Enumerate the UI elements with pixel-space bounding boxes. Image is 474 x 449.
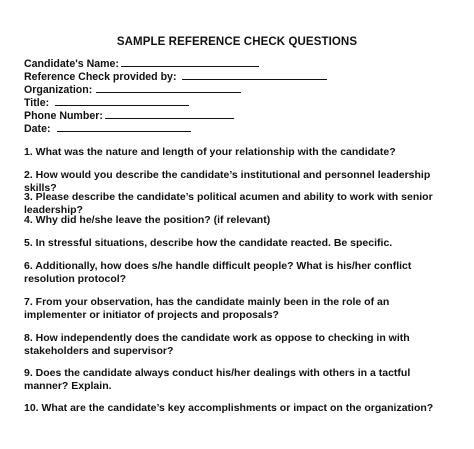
candidate-name-blank[interactable] — [121, 57, 259, 67]
organization-blank[interactable] — [96, 83, 241, 93]
field-label: Title: — [24, 97, 50, 109]
question-2: 2. How would you describe the candidate’s institutional and personnel leadership skills? — [24, 169, 431, 194]
question-10: 10. What are the candidate’s key accomplishments or impact on the organization? — [24, 402, 434, 414]
field-label: Organization: — [24, 84, 93, 96]
candidate-name-field — [24, 57, 259, 70]
question-5: 5. In stressful situations, describe how the candidate reacted. Be specific. — [24, 237, 393, 249]
phone-number-blank[interactable] — [105, 109, 234, 119]
question-9: 9. Does the candidate always conduct his/her dealings with others in a tactful manner? Explain. — [24, 367, 411, 392]
title-blank[interactable] — [55, 96, 189, 106]
question-3: 3. Please describe the candidate’s political acumen and ability to work with senior leadership? — [24, 191, 433, 216]
question-8: 8. How independently does the candidate work as oppose to checking in with stakeholders and supervisor? — [24, 332, 410, 357]
field-label: Phone Number: — [24, 110, 103, 122]
field-label: Date: — [24, 123, 51, 135]
question-7: 7. From your observation, has the candidate mainly been in the role of an implementer or initiator of projects and proposals? — [24, 296, 390, 321]
question-4: 4. Why did he/she leave the position? (if relevant) — [24, 214, 271, 226]
question-6: 6. Additionally, how does s/he handle difficult people? What is his/her conflict resolution protocol? — [24, 260, 412, 285]
field-label: Candidate's Name: — [24, 58, 119, 70]
organization-field — [24, 83, 241, 96]
reference-provider-field — [24, 70, 327, 83]
date-field — [24, 122, 191, 135]
date-blank[interactable] — [57, 122, 191, 132]
field-label: Reference Check provided by: — [24, 71, 177, 83]
question-1: 1. What was the nature and length of your relationship with the candidate? — [24, 146, 396, 158]
phone-number-field — [24, 109, 234, 122]
reference-provider-blank[interactable] — [182, 70, 327, 80]
title-field — [24, 96, 189, 109]
document-title: SAMPLE REFERENCE CHECK QUESTIONS — [116, 36, 358, 48]
